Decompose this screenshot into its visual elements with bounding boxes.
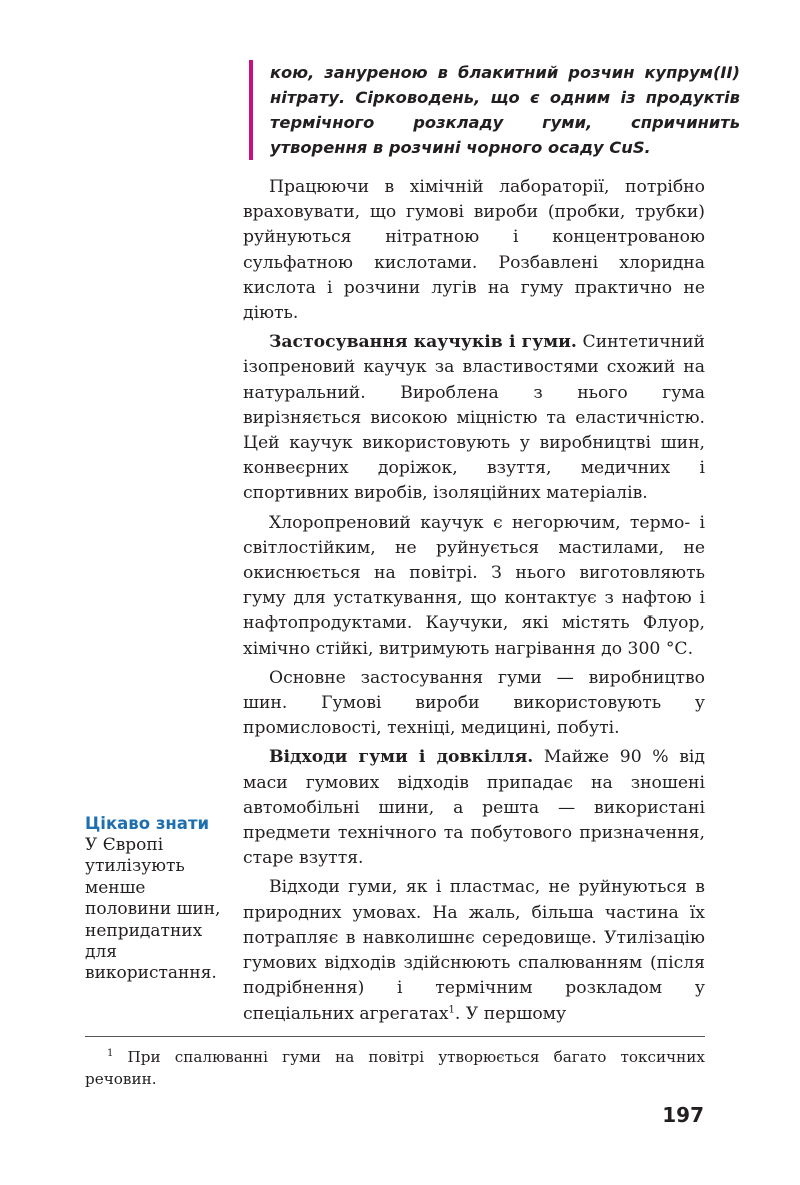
paragraph-rubber-applications [243,330,705,506]
page-number: 197 [662,1103,704,1127]
sidebar-interesting-fact [85,813,230,985]
paragraph-text-tail: . У першому [454,1003,567,1024]
footnote [85,1046,705,1090]
main-text-column [243,175,705,1031]
paragraph-lab-rubber: Працюючи в хімічній лабораторії, потрібно враховувати, що гумові вироби (пробки, трубки) руйнуються нітратною і концентрованою сульфатною кислотами. Розбавлені хлоридна кислота і розчини лугів на гуму практично не діють. [243,177,705,324]
paragraph-waste-disposal [243,875,705,1026]
sidebar-text: У Європі утилізують менше половини шин, непридатних для використання. [85,835,221,984]
paragraph-text: Майже 90 % від маси гумових відходів припадає на зношені автомобільні шини, а решта — використані предмети технічного та побутового призначення, старе взуття. [243,747,705,869]
paragraph-rubber-waste [243,745,705,871]
paragraph-chloroprene: Хлоропреновий каучук є негорючим, термо- і світлостійким, не руйнується мастилами, не окиснюється на повітрі. З нього виготовляють гуму для устаткування, що контактує з нафтою і нафтопродуктами. Каучуки, які містять Флуор, хімічно стійкі, витримують нагрівання до 300 °С. [243,512,705,659]
paragraph-text: Синтетичний ізопреновий каучук за властивостями схожий на натуральний. Вироблена з нього гума вирізняється високою міцністю та еластичністю. Цей каучук використовують у виробництві шин, конвеєрних доріжок, взуття, медичних і спортивних виробів, ізоляційних матеріалів. [243,332,705,504]
section-heading-applications: Застосування каучуків і гуми. [269,332,577,353]
sidebar-title: Цікаво знати [85,814,210,833]
footnote-text: При спалюванні гуми на повітрі утворюється багато токсичних речовин. [85,1048,705,1088]
paragraph-main-use: Основне застосування гуми — виробництво шин. Гумові вироби використовують у промисловості, техніці, медицині, побуті. [243,667,705,739]
callout-experiment-text [249,60,740,160]
section-heading-waste: Відходи гуми і довкілля. [269,747,534,768]
paragraph-text: Відходи гуми, як і пластмас, не руйнуються в природних умовах. На жаль, більша частина їх потрапляє в навколишнє середовище. Утилізацію гумових відходів здійснюють спалюванням (після подрібнення) і термічним розкладом у спеціальних агрегатах [243,877,705,1024]
footnote-reference[interactable]: 1 [448,1003,455,1015]
footnote-mark: 1 [107,1047,114,1059]
callout-paragraph: кою, зануреною в блакитний розчин купрум(ІІ) нітрату. Сірководень, що є одним із продуктів термічного розкладу гуми, спричинить утворення в розчині чорного осаду CuS. [270,63,740,157]
footnote-divider [85,1036,705,1037]
